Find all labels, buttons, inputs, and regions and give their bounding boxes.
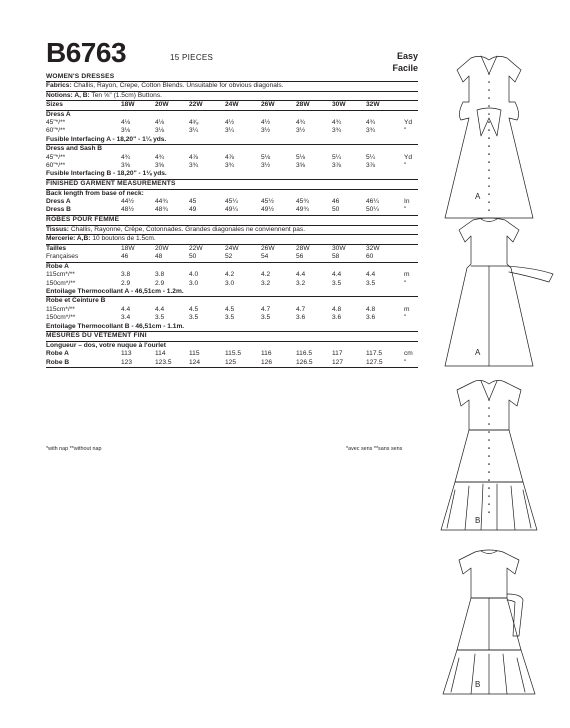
- difficulty-fr: Facile: [392, 63, 418, 73]
- tailles-header: [46, 245, 418, 263]
- cell-value: 18W: [121, 101, 135, 109]
- cell-value: 3⅝: [155, 161, 165, 169]
- chart-row: [46, 119, 418, 127]
- cell-value: 113: [121, 350, 132, 358]
- cell-value: 28W: [296, 101, 310, 109]
- difficulty-level: [378, 50, 418, 74]
- group-title: Robe et Ceinture B: [46, 297, 106, 305]
- cell-value: 52: [225, 253, 233, 261]
- cell-value: 30W: [332, 101, 346, 109]
- cell-value: 22W: [189, 101, 203, 109]
- cell-value: 123.5: [155, 358, 172, 366]
- view-a-front-sketch: [445, 56, 533, 218]
- cell-value: 30W: [332, 245, 346, 253]
- row-label: Françaises: [46, 253, 79, 261]
- cell-value: 45¼: [225, 198, 238, 206]
- interfacing-note: Fusible Interfacing A - 18,20" - 1¼ yds.: [46, 135, 167, 143]
- cell-value: 3⅛: [155, 127, 165, 135]
- cell-value: 3½: [261, 127, 271, 135]
- cell-value: 4.7: [296, 305, 306, 313]
- cell-value: 50¼: [366, 206, 379, 214]
- chart-row: [46, 162, 418, 170]
- chart-row: [46, 127, 418, 135]
- fabrics-line: Fabrics: Challis, Rayon, Crepe, Cotton Blends. Unsuitable for obvious diagonals.: [46, 82, 418, 92]
- cell-value: 3¾: [332, 127, 342, 135]
- unit-label: ": [404, 127, 407, 135]
- group-title: Dress and Sash B: [46, 145, 103, 153]
- row-label: Robe A: [46, 350, 69, 358]
- cell-value: 18W: [121, 245, 135, 253]
- unit-label: ": [404, 279, 407, 287]
- robe-b-metrage: [46, 297, 418, 332]
- cell-value: 3.4: [121, 314, 131, 322]
- cell-value: 4½: [225, 118, 235, 126]
- cell-value: 3¼: [189, 127, 199, 135]
- cell-value: 4.4: [332, 271, 342, 279]
- group-title: Back length from base of neck:: [46, 189, 144, 197]
- cell-value: 4⅛: [155, 118, 165, 126]
- cell-value: 4.4: [366, 271, 376, 279]
- interfacing-note: Entoilage Thermocollant B - 46,51cm - 1.1m.: [46, 322, 185, 330]
- cell-value: 3½: [261, 161, 271, 169]
- cell-value: 127: [332, 358, 344, 366]
- tissus-line: Tissus: Challis, Rayonne, Crêpe, Cotonnades. Grandes diagonales ne conviennent pas.: [46, 226, 418, 236]
- sizes-header: [46, 101, 418, 110]
- cell-value: 26W: [261, 245, 275, 253]
- chart-row: [46, 245, 418, 253]
- footnote-fr: *avec sens **sans sens: [346, 446, 403, 452]
- cell-value: 32W: [366, 101, 380, 109]
- cell-value: 54: [261, 253, 269, 261]
- cell-value: 3.5: [225, 314, 235, 322]
- finished-title-en: FINISHED GARMENT MEASUREMENTS: [46, 180, 418, 190]
- cell-value: 3.5: [261, 314, 271, 322]
- cell-value: 44½: [121, 198, 134, 206]
- cell-value: 50: [332, 206, 340, 214]
- chart-row: [46, 253, 418, 261]
- unit-label: Yd: [404, 153, 413, 161]
- cell-value: 3¾: [189, 161, 199, 169]
- row-label: 60"*/**: [46, 127, 66, 135]
- cell-value: 3⅛: [121, 127, 131, 135]
- unit-label: ": [404, 161, 407, 169]
- row-label: 115cm*/**: [46, 305, 75, 313]
- cell-value: 124: [189, 358, 201, 366]
- unit-label: cm: [404, 350, 413, 358]
- cell-value: 20W: [155, 101, 169, 109]
- group-title: Longueur – dos, votre nuque à l'ourlet: [46, 341, 166, 349]
- cell-value: 4.8: [366, 305, 376, 313]
- cell-value: 48: [155, 253, 163, 261]
- unit-label: In: [404, 198, 410, 206]
- interfacing-note: Fusible Interfacing B - 18,20" - 1⅛ yds.: [46, 170, 167, 178]
- cell-value: 48½: [121, 206, 134, 214]
- cell-value: 3.6: [296, 314, 306, 322]
- chart-row: [46, 271, 418, 279]
- cell-value: 4.2: [225, 271, 235, 279]
- cell-value: 3.5: [366, 279, 376, 287]
- group-title: Robe A: [46, 262, 69, 270]
- row-label: Tailles: [46, 245, 67, 253]
- cell-value: 4.5: [225, 305, 235, 313]
- row-label: Robe B: [46, 358, 70, 366]
- footnote-en: *with nap **without nap: [46, 446, 102, 452]
- piece-count: 15 PIECES: [170, 53, 214, 62]
- chart-row: [46, 198, 418, 206]
- cell-value: 58: [332, 253, 340, 261]
- view-b-back-sketch: [443, 550, 535, 694]
- section-title-en: WOMEN'S DRESSES: [46, 72, 418, 82]
- cell-value: 3.6: [366, 314, 376, 322]
- cell-value: 4.4: [296, 271, 306, 279]
- chart-row: [46, 101, 418, 109]
- cell-value: 4.5: [189, 305, 199, 313]
- cell-value: 5⅛: [261, 153, 271, 161]
- cell-value: 4¾: [121, 153, 131, 161]
- view-b-front-sketch: [441, 380, 537, 530]
- cell-value: 49¾: [296, 206, 309, 214]
- cell-value: 3⅞: [332, 161, 342, 169]
- cell-value: 46: [121, 253, 129, 261]
- cell-value: 4½: [261, 118, 271, 126]
- cell-value: 46: [332, 198, 340, 206]
- cell-value: 49½: [261, 206, 274, 214]
- cell-value: 3.5: [155, 314, 165, 322]
- cell-value: 20W: [155, 245, 169, 253]
- cell-value: 50: [189, 253, 197, 261]
- cell-value: 4¾: [366, 118, 376, 126]
- cell-value: 26W: [261, 101, 275, 109]
- cell-value: 3.6: [332, 314, 342, 322]
- cell-value: 115.5: [225, 350, 242, 358]
- view-caption: B: [475, 516, 481, 525]
- cell-value: 4⅞: [225, 153, 235, 161]
- row-label: Sizes: [46, 101, 63, 109]
- cell-value: 3⅝: [296, 161, 306, 169]
- cell-value: 3⅞: [366, 161, 376, 169]
- cell-value: 125: [225, 358, 237, 366]
- cell-value: 3.2: [296, 279, 306, 287]
- cell-value: 4.0: [189, 271, 199, 279]
- cell-value: 49¼: [225, 206, 238, 214]
- unit-label: ": [404, 206, 407, 214]
- dress-a-yardage: [46, 111, 418, 146]
- cell-value: 117: [332, 350, 343, 358]
- cell-value: 3.5: [189, 314, 199, 322]
- cell-value: 60: [366, 253, 374, 261]
- cell-value: 127.5: [366, 358, 383, 366]
- cell-value: 4.7: [261, 305, 271, 313]
- cell-value: 3¾: [366, 127, 376, 135]
- chart-row: [46, 306, 418, 314]
- finished-title-fr: MESURES DU VÊTEMENT FINI: [46, 332, 418, 342]
- unit-label: m: [404, 271, 410, 279]
- cell-value: 32W: [366, 245, 380, 253]
- cell-value: 3.0: [189, 279, 199, 287]
- cell-value: 5⅛: [296, 153, 306, 161]
- row-label: Dress A: [46, 198, 71, 206]
- cell-value: 4.8: [332, 305, 342, 313]
- cell-value: 114: [155, 350, 166, 358]
- difficulty-en: Easy: [396, 51, 418, 61]
- robe-a-metrage: [46, 263, 418, 298]
- mercerie-line: Mercerie: A,B: 10 boutons de 1.5cm.: [46, 235, 418, 245]
- view-caption: A: [475, 348, 481, 357]
- row-label: Dress B: [46, 206, 71, 214]
- cell-value: 116.5: [296, 350, 313, 358]
- chart-row: [46, 154, 418, 162]
- interfacing-note: Entoilage Thermocollant A - 46,51cm - 1.2m.: [46, 288, 184, 296]
- cell-value: 49: [189, 206, 197, 214]
- cell-value: 44¾: [155, 198, 168, 206]
- cell-value: 3½: [296, 127, 306, 135]
- unit-label: ": [404, 358, 407, 366]
- unit-label: ": [404, 314, 407, 322]
- cell-value: 56: [296, 253, 304, 261]
- cell-value: 4³⁄₈: [189, 118, 199, 126]
- cell-value: 4.4: [155, 305, 165, 313]
- unit-label: m: [404, 305, 410, 313]
- cell-value: 4.2: [261, 271, 271, 279]
- row-label: 150cm*/**: [46, 279, 76, 287]
- pattern-number: B6763: [46, 37, 127, 68]
- cell-value: 4¾: [296, 118, 306, 126]
- view-caption: B: [475, 680, 481, 689]
- cell-value: 45¾: [296, 198, 309, 206]
- cell-value: 48¾: [155, 206, 168, 214]
- cell-value: 5¼: [366, 153, 376, 161]
- row-label: 45"*/**: [46, 153, 66, 161]
- cell-value: 3.8: [121, 271, 131, 279]
- cell-value: 3⅝: [121, 161, 131, 169]
- cell-value: 5¼: [332, 153, 342, 161]
- chart-row: [46, 280, 418, 288]
- chart-row: [46, 350, 418, 358]
- row-label: 150cm*/**: [46, 314, 76, 322]
- view-a-back-sketch: [445, 218, 553, 366]
- cell-value: 24W: [225, 245, 239, 253]
- cell-value: 3.0: [225, 279, 235, 287]
- chart-row: [46, 314, 418, 322]
- cell-value: 28W: [296, 245, 310, 253]
- cell-value: 46¼: [366, 198, 379, 206]
- view-sketches: [425, 40, 565, 700]
- cell-value: 4⅛: [121, 118, 131, 126]
- chart-row: [46, 359, 418, 367]
- cell-value: 4.4: [121, 305, 131, 313]
- cell-value: 4⅞: [189, 153, 199, 161]
- chart-row: [46, 206, 418, 214]
- cell-value: 126: [261, 358, 273, 366]
- cell-value: 3.2: [261, 279, 271, 287]
- finished-measurements-en: [46, 190, 418, 216]
- cell-value: 3.5: [332, 279, 342, 287]
- cell-value: 116: [261, 350, 272, 358]
- cell-value: 2.9: [121, 279, 131, 287]
- cell-value: 126.5: [296, 358, 313, 366]
- cell-value: 2.9: [155, 279, 165, 287]
- cell-value: 123: [121, 358, 133, 366]
- row-label: 60"*/**: [46, 161, 66, 169]
- cell-value: 117.5: [366, 350, 383, 358]
- row-label: 45"*/**: [46, 118, 66, 126]
- cell-value: 22W: [189, 245, 203, 253]
- row-label: 115cm*/**: [46, 271, 75, 279]
- dress-b-yardage: [46, 145, 418, 180]
- yardage-chart: [46, 72, 418, 368]
- cell-value: 4¾: [332, 118, 342, 126]
- cell-value: 115: [189, 350, 200, 358]
- view-caption: A: [475, 192, 481, 201]
- group-title: Dress A: [46, 110, 71, 118]
- cell-value: 3¼: [225, 127, 235, 135]
- cell-value: 24W: [225, 101, 239, 109]
- section-title-fr: ROBES POUR FEMME: [46, 216, 418, 226]
- cell-value: 45: [189, 198, 197, 206]
- cell-value: 3¾: [225, 161, 235, 169]
- notions-line: Notions: A, B: Ten ⅝" (1.5cm) Buttons.: [46, 92, 418, 102]
- cell-value: 45½: [261, 198, 274, 206]
- cell-value: 4¾: [155, 153, 165, 161]
- finished-measurements-fr: [46, 342, 418, 368]
- cell-value: 3.8: [155, 271, 165, 279]
- dress-illustrations: [425, 40, 565, 700]
- unit-label: Yd: [404, 118, 413, 126]
